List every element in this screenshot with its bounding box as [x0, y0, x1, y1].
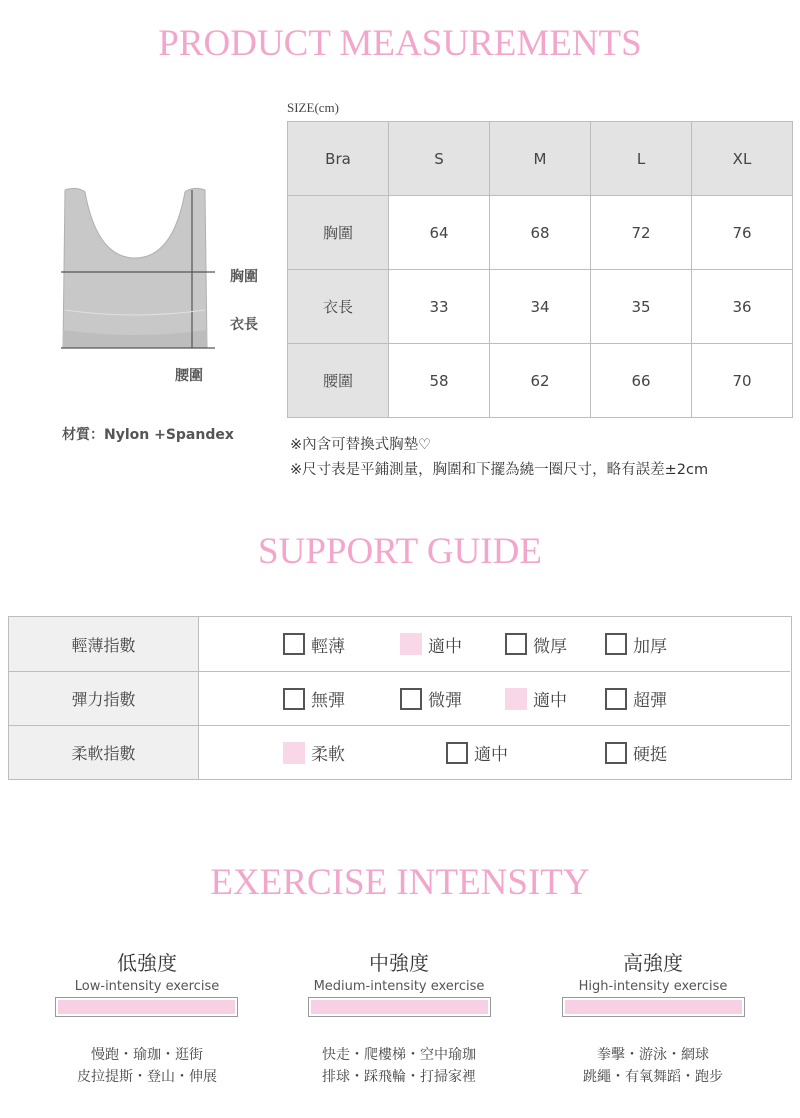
activity-line: 慢跑・瑜珈・逛街	[91, 1047, 203, 1063]
option-slight-stretch[interactable]	[400, 672, 462, 725]
header-cell: S	[389, 122, 490, 196]
option-medium-stretch[interactable]	[505, 672, 567, 725]
option-slightly-thick[interactable]	[505, 617, 567, 671]
option-label: 輕薄	[311, 636, 345, 657]
intensity-activities-high	[533, 1044, 773, 1088]
table-cell: 58	[389, 344, 490, 418]
measurements-title: PRODUCT MEASUREMENTS	[158, 23, 642, 64]
option-firm[interactable]	[605, 726, 667, 779]
checkbox-icon	[283, 633, 305, 655]
intensity-fill	[311, 1000, 488, 1014]
option-label: 微彈	[428, 691, 462, 711]
guide-row-label: 柔軟指數	[9, 726, 199, 779]
activity-line: 拳擊・游泳・網球	[597, 1047, 709, 1063]
chest-label: 胸圍	[230, 269, 258, 285]
option-medium-soft[interactable]	[446, 726, 508, 779]
note-line: ※內含可替換式胸墊♡	[290, 437, 432, 453]
material-text: 材質：Nylon +Spandex	[62, 427, 234, 443]
table-cell: 72	[591, 196, 692, 270]
option-label: 適中	[428, 636, 462, 657]
table-cell: 33	[389, 270, 490, 344]
table-cell: 34	[490, 270, 591, 344]
header-cell: XL	[692, 122, 793, 196]
intensity-medium	[279, 947, 519, 994]
intensity-activities-low	[27, 1044, 267, 1088]
option-no-stretch[interactable]	[283, 672, 345, 725]
checkbox-checked-icon	[505, 688, 527, 710]
table-row	[288, 344, 793, 418]
notes	[290, 433, 708, 483]
size-caption: SIZE(cm)	[287, 100, 339, 115]
option-label: 硬挺	[633, 745, 667, 765]
checkbox-icon	[605, 742, 627, 764]
option-thin[interactable]	[283, 617, 345, 671]
checkbox-icon	[505, 633, 527, 655]
intensity-title-low: 低強度	[117, 951, 177, 975]
intensity-subtitle-medium: Medium-intensity exercise	[313, 979, 485, 994]
option-label: 柔軟	[311, 745, 345, 765]
support-title: SUPPORT GUIDE	[258, 531, 542, 572]
guide-row-label: 輕薄指數	[9, 617, 199, 671]
header-cell: M	[490, 122, 591, 196]
table-row	[288, 270, 793, 344]
option-super-stretch[interactable]	[605, 672, 667, 725]
note-line: ※尺寸表是平鋪測量，胸圍和下擺為繞一圈尺寸，略有誤差±2cm	[290, 462, 709, 478]
intensity-high	[533, 947, 773, 994]
table-cell: 70	[692, 344, 793, 418]
guide-row-label: 彈力指數	[9, 672, 199, 725]
intensity-fill	[565, 1000, 742, 1014]
checkbox-icon	[283, 688, 305, 710]
checkbox-icon	[446, 742, 468, 764]
option-soft[interactable]	[283, 726, 345, 779]
guide-row-thickness	[9, 617, 790, 671]
intensity-fill	[58, 1000, 235, 1014]
option-label: 無彈	[311, 691, 345, 711]
intensity-bar-medium	[308, 997, 491, 1017]
intensity-bar-high	[562, 997, 745, 1017]
checkbox-icon	[400, 688, 422, 710]
header-cell: Bra	[288, 122, 389, 196]
option-medium[interactable]	[400, 617, 462, 671]
option-label: 加厚	[633, 636, 667, 657]
intensity-title-medium: 中強度	[369, 951, 429, 975]
table-cell: 66	[591, 344, 692, 418]
checkbox-checked-icon	[400, 633, 422, 655]
row-label: 腰圍	[288, 344, 389, 418]
row-label: 衣長	[288, 270, 389, 344]
option-label: 微厚	[533, 636, 567, 657]
waist-label: 腰圍	[175, 368, 203, 384]
activity-line: 快走・爬樓梯・空中瑜珈	[322, 1047, 476, 1063]
activity-line: 排球・踩飛輪・打掃家裡	[322, 1069, 476, 1085]
checkbox-icon	[605, 633, 627, 655]
intensity-title: EXERCISE INTENSITY	[210, 862, 590, 903]
support-guide-table	[8, 616, 792, 780]
table-cell: 76	[692, 196, 793, 270]
bra-diagram-icon	[55, 180, 225, 355]
activity-line: 皮拉提斯・登山・伸展	[77, 1069, 217, 1085]
intensity-title-high: 高強度	[623, 951, 683, 975]
option-label: 超彈	[633, 691, 667, 711]
intensity-subtitle-low: Low-intensity exercise	[74, 979, 220, 994]
option-thick[interactable]	[605, 617, 667, 671]
intensity-bar-low	[55, 997, 238, 1017]
checkbox-icon	[605, 688, 627, 710]
size-table	[287, 121, 793, 418]
checkbox-checked-icon	[283, 742, 305, 764]
table-cell: 62	[490, 344, 591, 418]
guide-row-softness	[9, 725, 790, 779]
activity-line: 跳繩・有氧舞蹈・跑步	[583, 1069, 723, 1085]
intensity-subtitle-high: High-intensity exercise	[578, 979, 728, 994]
header-cell: L	[591, 122, 692, 196]
table-cell: 35	[591, 270, 692, 344]
length-label: 衣長	[230, 317, 258, 333]
option-label: 適中	[474, 745, 508, 765]
table-cell: 64	[389, 196, 490, 270]
table-cell: 36	[692, 270, 793, 344]
table-row	[288, 196, 793, 270]
intensity-activities-medium	[279, 1044, 519, 1088]
row-label: 胸圍	[288, 196, 389, 270]
guide-row-elasticity	[9, 671, 790, 725]
table-header-row	[288, 122, 793, 196]
table-cell: 68	[490, 196, 591, 270]
option-label: 適中	[533, 691, 567, 711]
intensity-low	[27, 947, 267, 994]
